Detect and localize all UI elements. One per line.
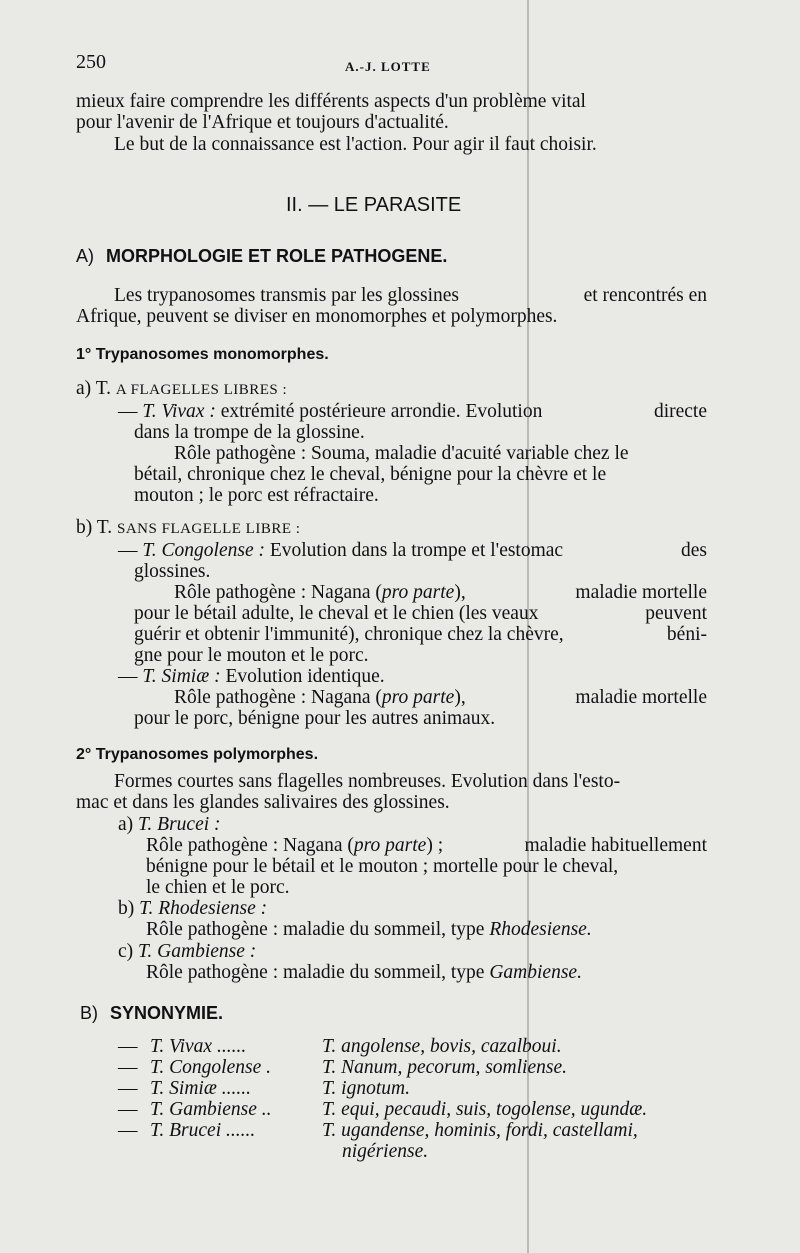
gambiense-heading: c) T. Gambiense : xyxy=(118,941,257,962)
species-name: T. Vivax ...... xyxy=(150,1036,247,1057)
species-name: T. Simiæ ...... xyxy=(150,1078,251,1099)
intro-line-3: Le but de la connaissance est l'action. Pour agir il faut choisir. xyxy=(114,134,597,155)
section-a-title: MORPHOLOGIE ET ROLE PATHOGENE. xyxy=(106,246,448,266)
section-b-title: SYNONYMIE. xyxy=(110,1003,224,1023)
species-synonyms: T. ignotum. xyxy=(322,1078,410,1099)
vivax-role-3: mouton ; le porc est réfractaire. xyxy=(134,485,379,506)
simiae-role-1: Rôle pathogène : Nagana (pro parte), maladie mortelle xyxy=(174,687,707,708)
rhodesiense-heading: b) T. Rhodesiense : xyxy=(118,898,268,919)
row-dash: — xyxy=(118,1057,138,1078)
row-dash: — xyxy=(118,1036,138,1057)
simiae-role-2: pour le porc, bénigne pour les autres animaux. xyxy=(134,708,496,729)
congolense-line-2: glossines. xyxy=(134,561,211,582)
rhodesiense-role: Rôle pathogène : maladie du sommeil, type Rhodesiense. xyxy=(146,919,592,940)
intro-line-2: pour l'avenir de l'Afrique et toujours d'actualité. xyxy=(76,112,449,133)
species-synonyms: T. ugandense, hominis, fordi, castellami, xyxy=(322,1120,638,1141)
sub1-title: 1° Trypanosomes monomorphes. xyxy=(76,346,329,363)
brucei-heading: a) T. Brucei : xyxy=(118,814,221,835)
sub2-para-1: Formes courtes sans flagelles nombreuses. Evolution dans l'esto- xyxy=(114,771,621,792)
section-a-label: A) xyxy=(76,246,94,266)
simiae-line-1: — T. Simiæ : Evolution identique. xyxy=(118,666,385,687)
section-a-para-line-1: Les trypanosomes transmis par les glossines et rencontrés en xyxy=(114,285,707,306)
gambiense-role: Rôle pathogène : maladie du sommeil, type Gambiense. xyxy=(146,962,582,983)
brucei-role-1: Rôle pathogène : Nagana (pro parte) ; maladie habituellement xyxy=(146,835,707,856)
sub1-a-heading: a) T. A FLAGELLES LIBRES : xyxy=(76,378,288,399)
congolense-role-1: Rôle pathogène : Nagana (pro parte), maladie mortelle xyxy=(174,582,707,603)
species-name: T. Brucei ...... xyxy=(150,1120,256,1141)
congolense-line-1: — T. Congolense : Evolution dans la trompe et l'estomac des xyxy=(118,540,707,561)
congolense-role-3: guérir et obtenir l'immunité), chronique chez la chèvre, béni- xyxy=(134,624,707,645)
sub2-para-2: mac et dans les glandes salivaires des glossines. xyxy=(76,792,450,813)
vivax-role-1: Rôle pathogène : Souma, maladie d'acuité variable chez le xyxy=(174,443,629,464)
row-dash: — xyxy=(118,1099,138,1120)
species-synonyms: T. equi, pecaudi, suis, togolense, ugundæ. xyxy=(322,1099,648,1120)
congolense-role-4: gne pour le mouton et le porc. xyxy=(134,645,369,666)
vivax-line-2: dans la trompe de la glossine. xyxy=(134,422,365,443)
sub1-b-heading: b) T. SANS FLAGELLE LIBRE : xyxy=(76,517,301,538)
page-number: 250 xyxy=(76,51,106,73)
vivax-role-2: bétail, chronique chez le cheval, bénigne pour la chèvre et le xyxy=(134,464,607,485)
sub2-title: 2° Trypanosomes polymorphes. xyxy=(76,746,319,763)
species-name: T. Gambiense .. xyxy=(150,1099,272,1120)
species-name: T. Congolense . xyxy=(150,1057,271,1078)
brucei-role-3: le chien et le porc. xyxy=(146,877,290,898)
row-dash: — xyxy=(118,1078,138,1099)
section-a-para-line-2: Afrique, peuvent se diviser en monomorphes et polymorphes. xyxy=(76,306,558,327)
congolense-role-2: pour le bétail adulte, le cheval et le chien (les veaux peuvent xyxy=(134,603,707,624)
synonymy-continuation: nigériense. xyxy=(342,1141,429,1162)
species-synonyms: T. angolense, bovis, cazalboui. xyxy=(322,1036,562,1057)
row-dash: — xyxy=(118,1120,138,1141)
brucei-role-2: bénigne pour le bétail et le mouton ; mortelle pour le cheval, xyxy=(146,856,619,877)
section-b-label: B) xyxy=(80,1003,98,1023)
vivax-line-1: — T. Vivax : extrémité postérieure arrondie. Evolution directe xyxy=(118,401,707,422)
species-synonyms: T. Nanum, pecorum, somliense. xyxy=(322,1057,567,1078)
chapter-title: II. — LE PARASITE xyxy=(286,194,462,216)
running-title: A.-J. LOTTE xyxy=(345,59,431,74)
intro-line-1: mieux faire comprendre les différents aspects d'un problème vital xyxy=(76,91,586,112)
